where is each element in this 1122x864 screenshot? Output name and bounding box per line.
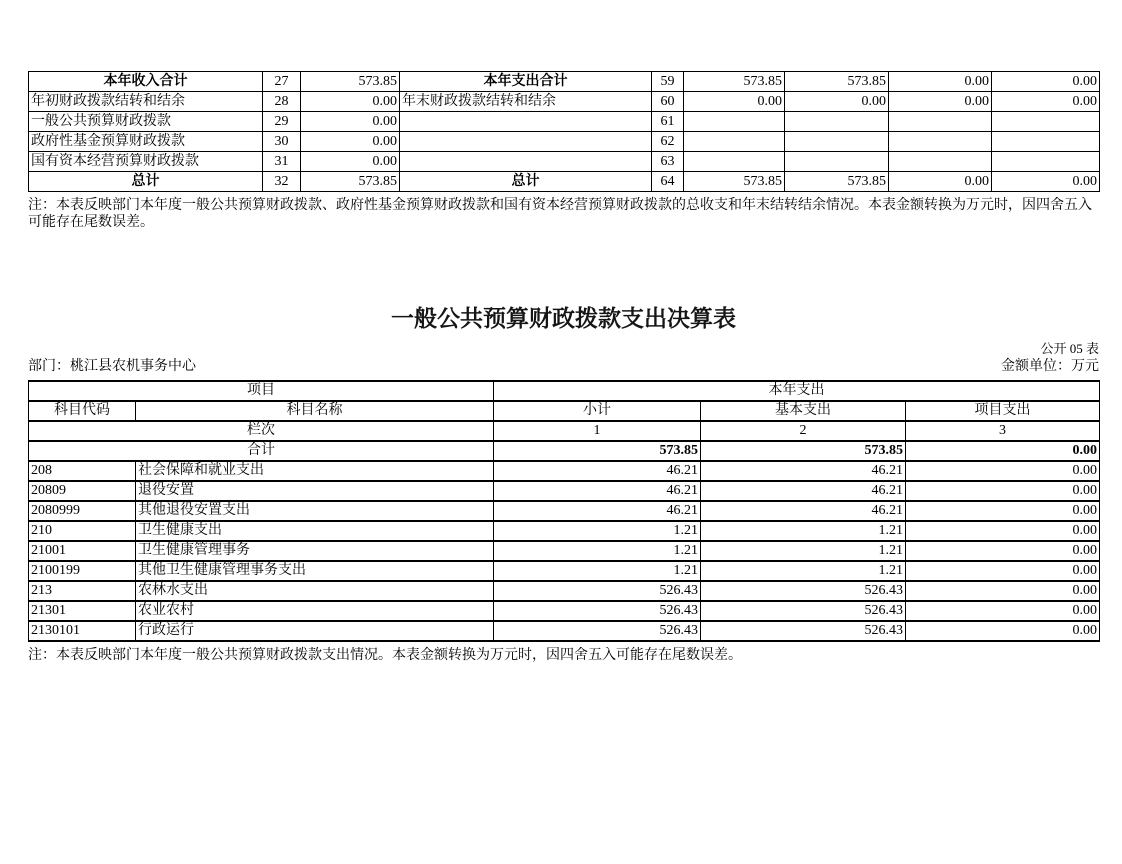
cell-basic: 46.21 [701, 481, 906, 501]
cell-amount-1 [684, 152, 785, 172]
cell-amount-2 [785, 152, 889, 172]
cell-amount-4 [992, 132, 1100, 152]
cell-left-rownum: 27 [263, 72, 301, 92]
cell-amount-3 [889, 132, 992, 152]
table-row [29, 501, 1100, 521]
cell-basic: 1.21 [701, 541, 906, 561]
cell-basic: 1.21 [701, 521, 906, 541]
column-number: 2 [701, 421, 906, 441]
cell-left-amount: 573.85 [301, 172, 400, 192]
cell-basic: 526.43 [701, 621, 906, 641]
cell-amount-2: 573.85 [785, 172, 889, 192]
table-row [29, 561, 1100, 581]
cell-amount-4 [992, 152, 1100, 172]
cell-left-label: 一般公共预算财政拨款 [29, 112, 263, 132]
cell-amount-2 [785, 132, 889, 152]
cell-left-amount: 0.00 [301, 112, 400, 132]
cell-project: 0.00 [906, 501, 1100, 521]
cell-basic: 526.43 [701, 581, 906, 601]
table-row [29, 152, 1100, 172]
cell-project: 0.00 [906, 461, 1100, 481]
cell-left-label: 总计 [29, 172, 263, 192]
cell-left-rownum: 28 [263, 92, 301, 112]
table-row [29, 92, 1100, 112]
cell-amount-4: 0.00 [992, 172, 1100, 192]
table-row [29, 621, 1100, 641]
cell-project: 0.00 [906, 601, 1100, 621]
table-meta-line [28, 359, 1099, 375]
header-subtotal: 小计 [494, 401, 701, 421]
table-row [29, 461, 1100, 481]
cell-amount-3: 0.00 [889, 92, 992, 112]
cell-total-basic: 573.85 [701, 441, 906, 461]
table-row [29, 132, 1100, 152]
cell-basic: 1.21 [701, 561, 906, 581]
cell-right-label: 总计 [400, 172, 652, 192]
cell-subtotal: 526.43 [494, 621, 701, 641]
cell-subject-name: 卫生健康管理事务 [136, 541, 494, 561]
cell-right-label [400, 152, 652, 172]
cell-subject-name: 其他退役安置支出 [136, 501, 494, 521]
cell-amount-1: 573.85 [684, 72, 785, 92]
cell-left-label: 年初财政拨款结转和结余 [29, 92, 263, 112]
column-number: 1 [494, 421, 701, 441]
table-row [29, 112, 1100, 132]
table-header-row [29, 401, 1100, 421]
cell-project: 0.00 [906, 481, 1100, 501]
cell-total-label: 合计 [29, 441, 494, 461]
header-subject-name: 科目名称 [136, 401, 494, 421]
cell-total-project: 0.00 [906, 441, 1100, 461]
total-row [29, 441, 1100, 461]
cell-amount-4 [992, 112, 1100, 132]
cell-project: 0.00 [906, 561, 1100, 581]
header-subject-code: 科目代码 [29, 401, 136, 421]
table-row [29, 172, 1100, 192]
cell-subtotal: 526.43 [494, 601, 701, 621]
summary-table [28, 71, 1100, 192]
cell-right-rownum: 60 [652, 92, 684, 112]
header-basic-expenditure: 基本支出 [701, 401, 906, 421]
cell-project: 0.00 [906, 521, 1100, 541]
cell-subject-code: 21001 [29, 541, 136, 561]
cell-subject-name: 农林水支出 [136, 581, 494, 601]
cell-left-amount: 573.85 [301, 72, 400, 92]
cell-subject-code: 2100199 [29, 561, 136, 581]
table-row [29, 541, 1100, 561]
cell-right-rownum: 64 [652, 172, 684, 192]
document-page [28, 71, 1099, 664]
cell-amount-2: 573.85 [785, 72, 889, 92]
column-row-label: 栏次 [29, 421, 494, 441]
table-code-label: 公开 05 表 [1040, 341, 1099, 356]
cell-right-rownum: 61 [652, 112, 684, 132]
table-row [29, 581, 1100, 601]
table-row [29, 72, 1100, 92]
cell-left-label: 政府性基金预算财政拨款 [29, 132, 263, 152]
expenditure-table [28, 380, 1100, 642]
cell-subject-name: 卫生健康支出 [136, 521, 494, 541]
cell-amount-3: 0.00 [889, 172, 992, 192]
cell-subtotal: 46.21 [494, 501, 701, 521]
cell-left-amount: 0.00 [301, 152, 400, 172]
cell-subject-name: 行政运行 [136, 621, 494, 641]
cell-basic: 46.21 [701, 501, 906, 521]
cell-subject-code: 2130101 [29, 621, 136, 641]
cell-amount-1 [684, 112, 785, 132]
cell-right-label: 年末财政拨款结转和结余 [400, 92, 652, 112]
cell-left-rownum: 31 [263, 152, 301, 172]
cell-left-rownum: 32 [263, 172, 301, 192]
cell-amount-3: 0.00 [889, 72, 992, 92]
cell-amount-1 [684, 132, 785, 152]
expenditure-table-note: 注：本表反映部门本年度一般公共预算财政拨款支出情况。本表金额转换为万元时，因四舍五入可能存在尾数误差。 [28, 648, 742, 663]
report-title: 一般公共预算财政拨款支出决算表 [391, 306, 736, 331]
cell-amount-2 [785, 112, 889, 132]
table-row [29, 481, 1100, 501]
cell-subject-name: 社会保障和就业支出 [136, 461, 494, 481]
summary-table-note: 注：本表反映部门本年度一般公共预算财政拨款、政府性基金预算财政拨款和国有资本经营预算财政拨款的总收支和年末结转结余情况。本表金额转换为万元时，因四舍五入可能存在尾数误差。 [28, 198, 1092, 230]
cell-basic: 46.21 [701, 461, 906, 481]
column-number: 3 [906, 421, 1100, 441]
cell-project: 0.00 [906, 621, 1100, 641]
cell-subject-name: 农业农村 [136, 601, 494, 621]
cell-left-label: 国有资本经营预算财政拨款 [29, 152, 263, 172]
cell-subtotal: 526.43 [494, 581, 701, 601]
column-index-row [29, 421, 1100, 441]
cell-project: 0.00 [906, 581, 1100, 601]
table-header-row [29, 381, 1100, 401]
cell-right-rownum: 62 [652, 132, 684, 152]
cell-total-subtotal: 573.85 [494, 441, 701, 461]
cell-right-label [400, 132, 652, 152]
cell-right-rownum: 63 [652, 152, 684, 172]
cell-left-amount: 0.00 [301, 132, 400, 152]
cell-left-rownum: 30 [263, 132, 301, 152]
cell-subject-code: 21301 [29, 601, 136, 621]
cell-amount-1: 0.00 [684, 92, 785, 112]
cell-amount-4: 0.00 [992, 72, 1100, 92]
cell-amount-3 [889, 112, 992, 132]
cell-amount-3 [889, 152, 992, 172]
cell-basic: 526.43 [701, 601, 906, 621]
cell-subtotal: 1.21 [494, 521, 701, 541]
department-label: 部门：桃江县农机事务中心 [28, 359, 196, 374]
cell-subject-code: 213 [29, 581, 136, 601]
cell-amount-1: 573.85 [684, 172, 785, 192]
cell-right-rownum: 59 [652, 72, 684, 92]
header-current-year-expenditure: 本年支出 [494, 381, 1100, 401]
cell-amount-2: 0.00 [785, 92, 889, 112]
cell-left-rownum: 29 [263, 112, 301, 132]
cell-subtotal: 1.21 [494, 541, 701, 561]
cell-subject-code: 20809 [29, 481, 136, 501]
cell-subject-name: 退役安置 [136, 481, 494, 501]
unit-label: 金额单位：万元 [1001, 359, 1099, 374]
cell-subject-code: 210 [29, 521, 136, 541]
cell-left-label: 本年收入合计 [29, 72, 263, 92]
cell-project: 0.00 [906, 541, 1100, 561]
table-row [29, 601, 1100, 621]
cell-subject-code: 208 [29, 461, 136, 481]
cell-subject-code: 2080999 [29, 501, 136, 521]
cell-subtotal: 46.21 [494, 481, 701, 501]
cell-amount-4: 0.00 [992, 92, 1100, 112]
cell-subtotal: 1.21 [494, 561, 701, 581]
cell-right-label [400, 112, 652, 132]
header-project: 项目 [29, 381, 494, 401]
cell-subtotal: 46.21 [494, 461, 701, 481]
cell-left-amount: 0.00 [301, 92, 400, 112]
table-row [29, 521, 1100, 541]
cell-right-label: 本年支出合计 [400, 72, 652, 92]
header-project-expenditure: 项目支出 [906, 401, 1100, 421]
cell-subject-name: 其他卫生健康管理事务支出 [136, 561, 494, 581]
